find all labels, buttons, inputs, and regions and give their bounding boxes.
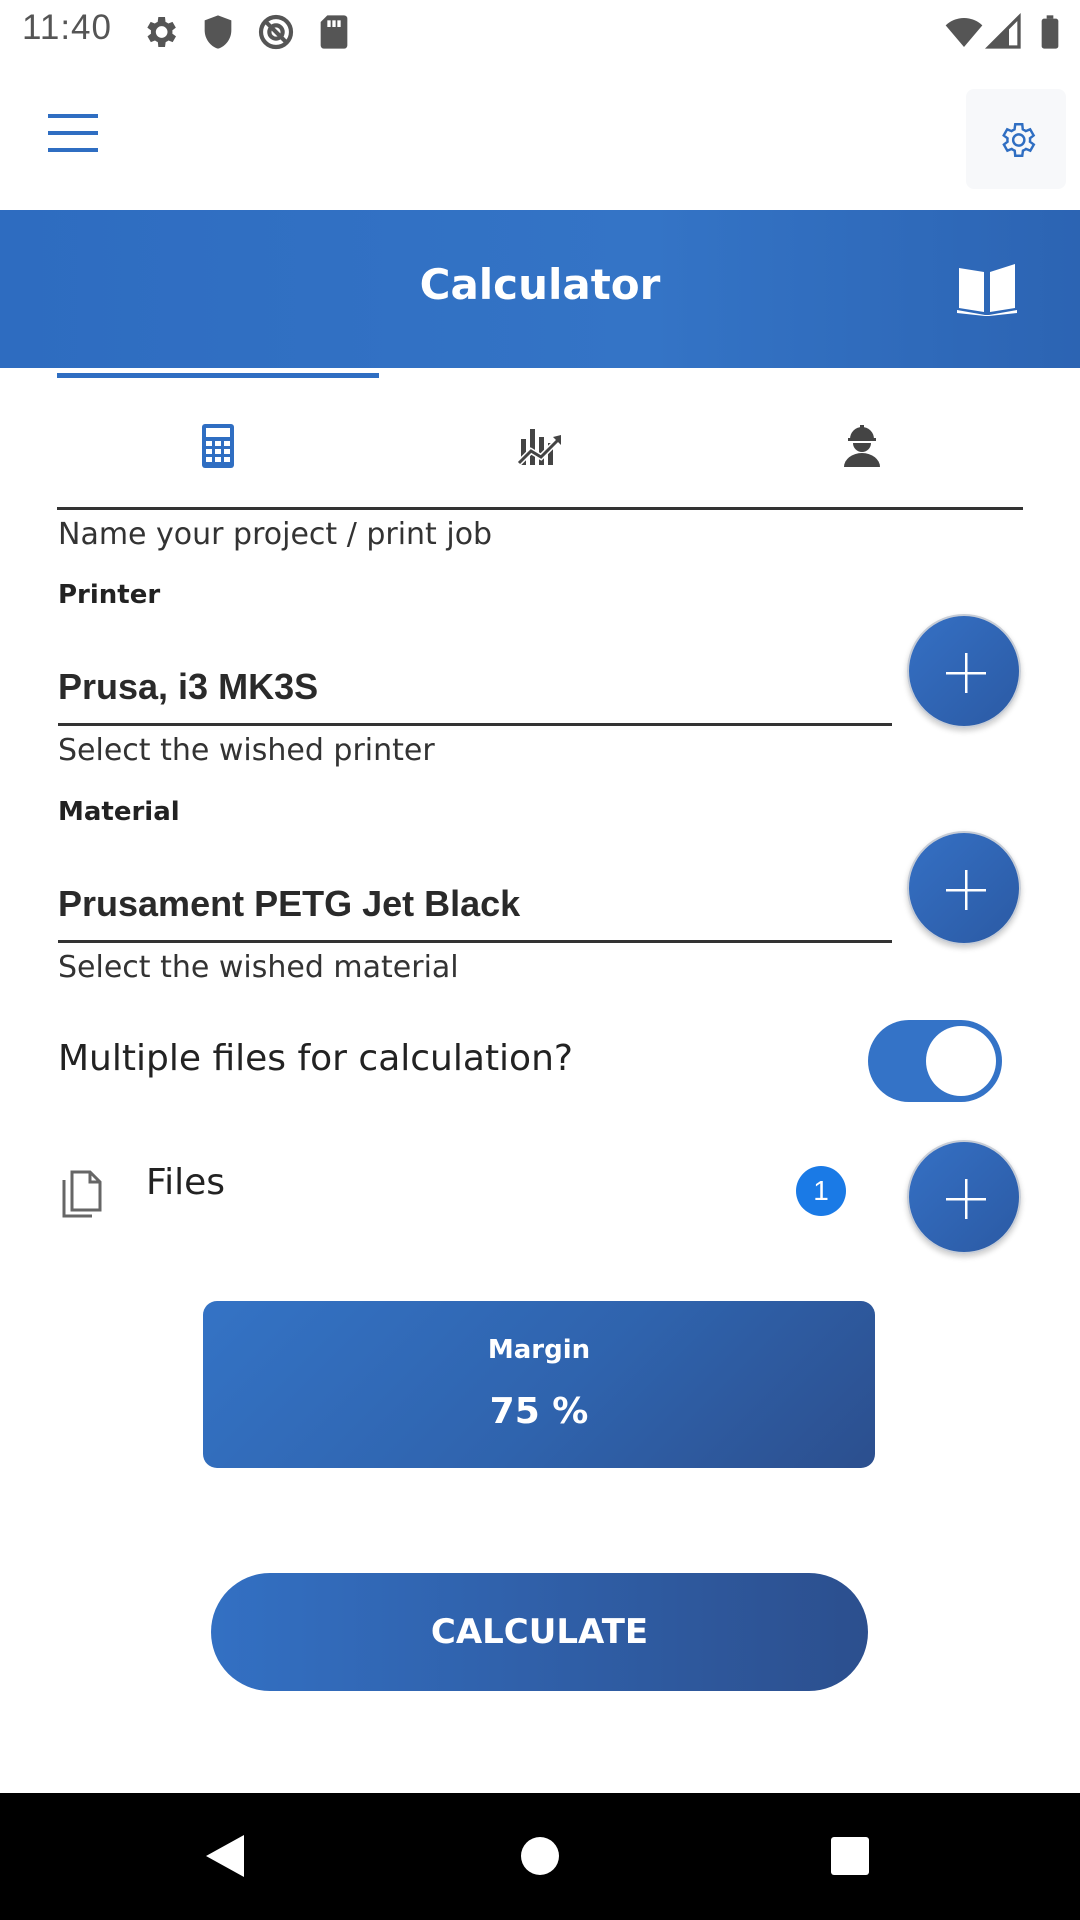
add-file-button[interactable] [907,1140,1021,1254]
tabs-divider [57,507,1023,510]
plus-icon [944,868,988,912]
printer-helper: Select the wished printer [58,733,435,768]
battery-icon [1030,12,1070,52]
margin-card[interactable] [203,1301,875,1468]
back-icon [184,1823,264,1889]
back-button[interactable] [184,1823,264,1889]
gear-icon [996,119,1038,161]
files-icon [58,1168,106,1220]
plus-icon [944,1177,988,1221]
multiple-files-toggle[interactable] [868,1020,1002,1102]
add-printer-button[interactable] [907,614,1021,728]
material-helper: Select the wished material [58,950,459,985]
worker-icon [842,423,882,469]
tab-workers[interactable] [701,395,1023,505]
guide-button[interactable] [955,260,1019,316]
status-time: 11:40 [22,8,112,47]
multiple-files-label: Multiple files for calculation? [58,1038,574,1079]
material-label: Material [58,797,180,827]
printer-field[interactable]: Prusa, i3 MK3S [58,646,892,726]
files-count-badge: 1 [796,1166,846,1216]
calculate-button[interactable]: CALCULATE [211,1573,868,1691]
app-bar [0,64,1080,210]
printer-label: Printer [58,580,161,610]
add-material-button[interactable] [907,831,1021,945]
toggle-knob [926,1026,996,1096]
sd-card-icon [314,12,354,52]
project-name-helper: Name your project / print job [58,517,493,552]
signal-icon [984,12,1024,52]
status-bar [0,0,1080,64]
material-field[interactable]: Prusament PETG Jet Black [58,863,892,943]
calculator-icon [201,423,235,469]
vpn-icon [256,12,296,52]
tab-statistics[interactable] [379,395,701,505]
book-icon [955,260,1019,316]
recents-icon [810,1823,890,1889]
files-label: Files [146,1162,225,1203]
shield-icon [198,12,238,52]
menu-button[interactable] [38,104,110,164]
recents-button[interactable] [810,1823,890,1889]
plus-icon [944,651,988,695]
page-title: Calculator [419,260,661,309]
settings-button[interactable] [966,89,1066,189]
margin-value: 75 % [489,1391,589,1432]
home-icon [500,1823,580,1889]
margin-title: Margin [487,1335,591,1365]
title-bar [0,210,1080,368]
gear-icon [140,12,180,52]
system-nav-bar [0,1793,1080,1920]
wifi-icon [944,12,984,52]
menu-icon [38,104,110,164]
tab-indicator [57,373,379,378]
tab-calculator[interactable] [57,395,379,505]
home-button[interactable] [500,1823,580,1889]
chart-icon [517,423,563,469]
